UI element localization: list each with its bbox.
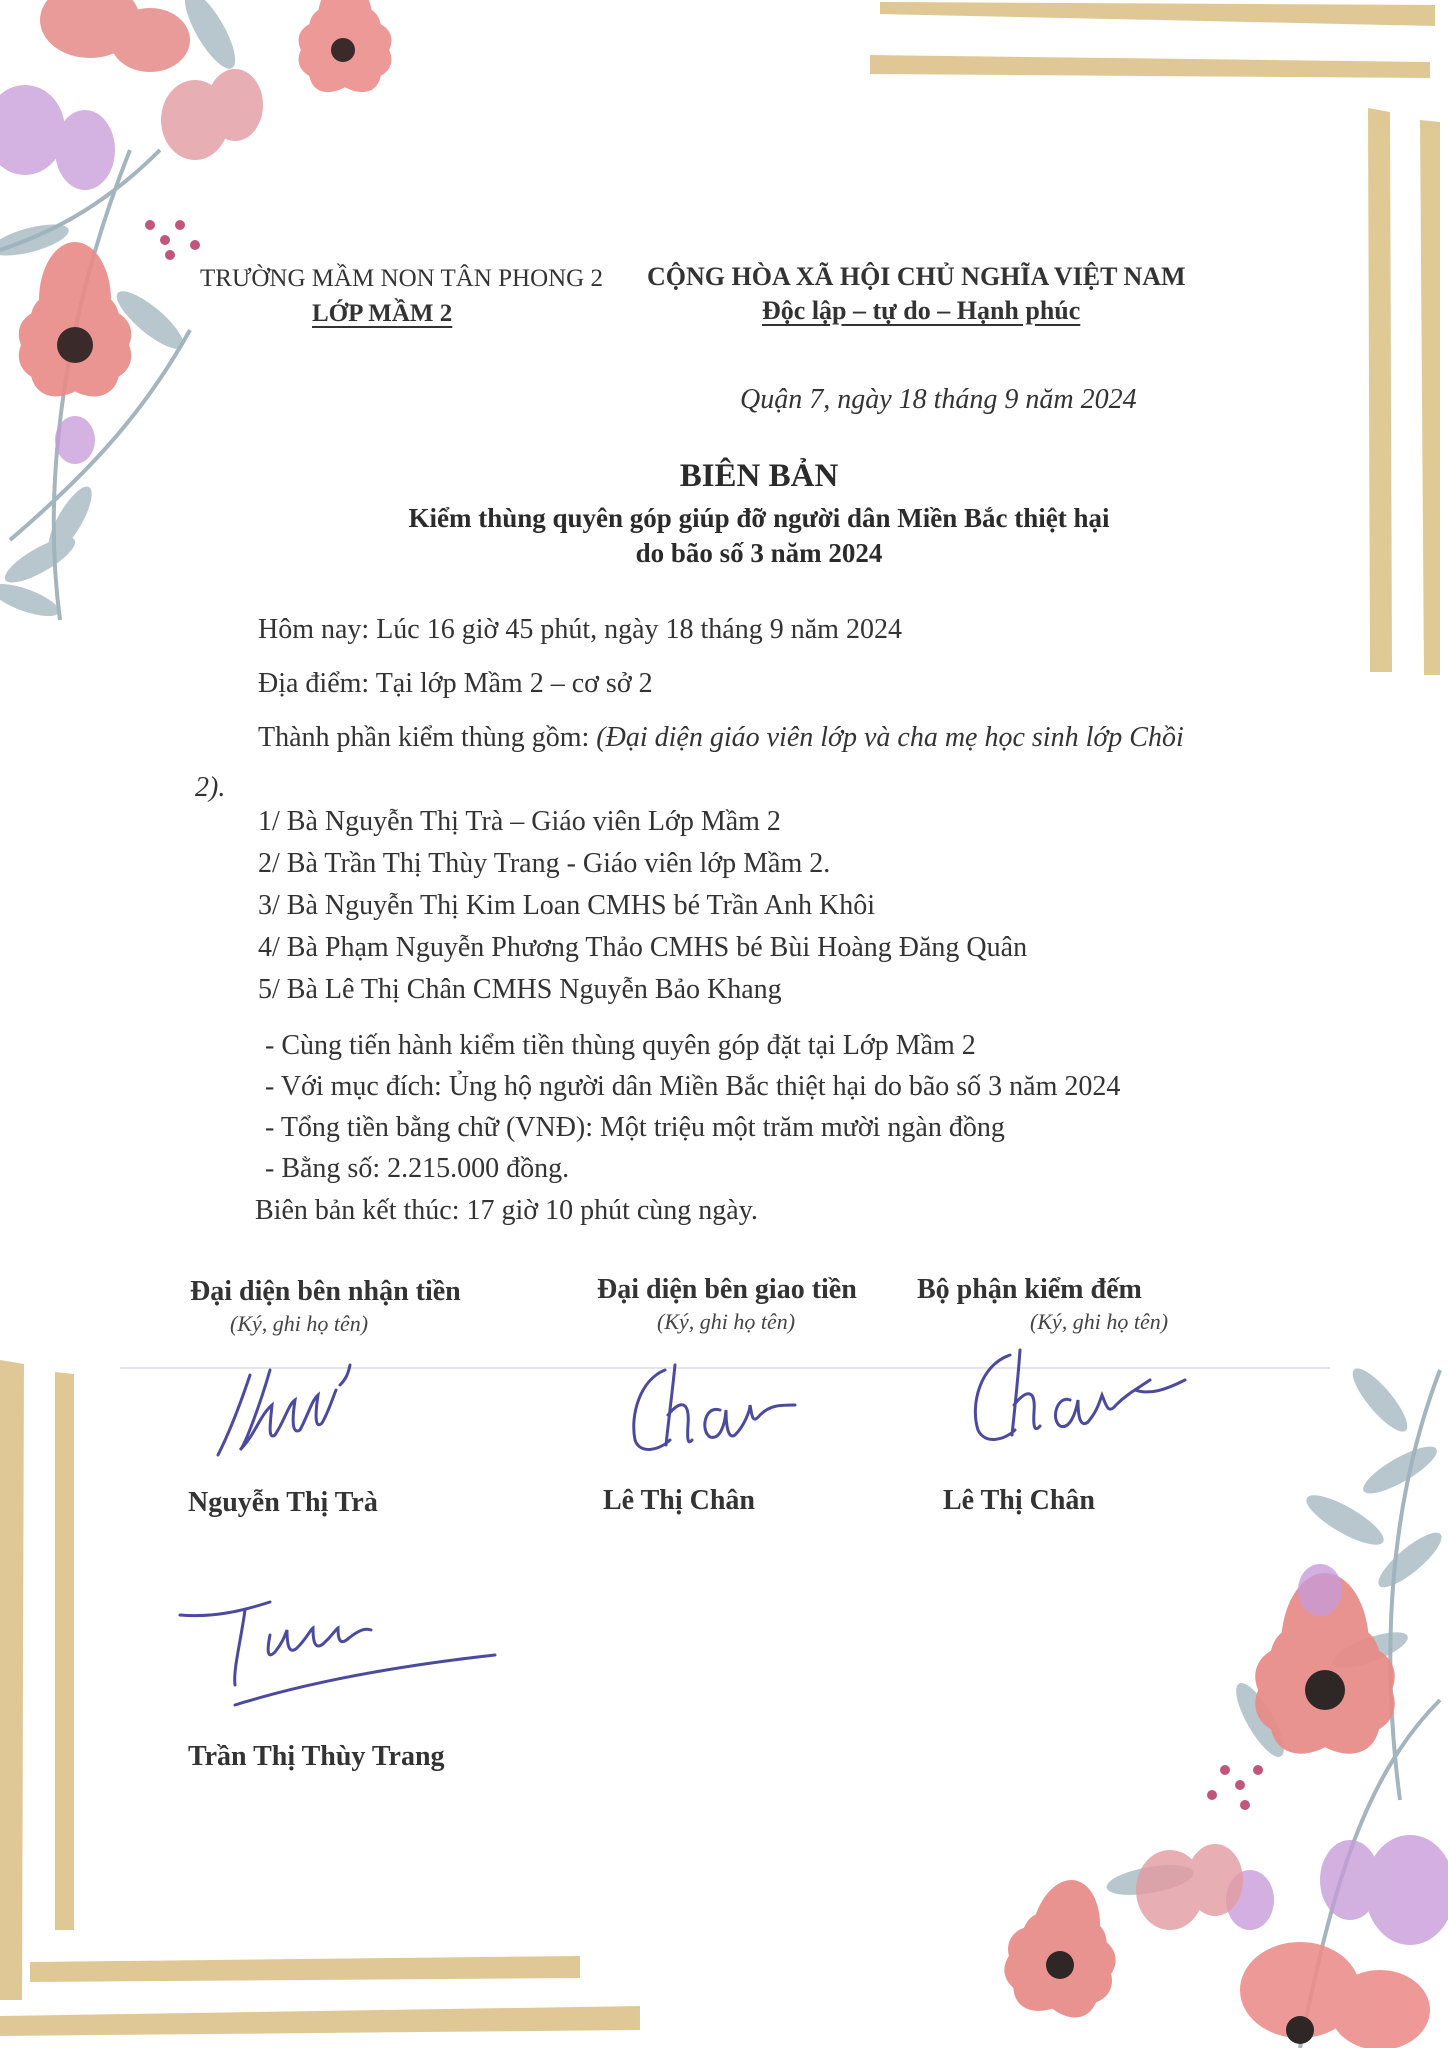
document-subtitle-line2: do bão số 3 năm 2024 [635, 538, 883, 568]
receiver-heading: Đại diện bên nhận tiền [190, 1276, 461, 1307]
detail-2: - Với mục đích: Ủng hộ người dân Miền Bắc thiệt hại do bão số 3 năm 2024 [265, 1071, 1121, 1102]
gold-border-strokes [0, 2, 1440, 2036]
member-4: 4/ Bà Phạm Nguyễn Phương Thảo CMHS bé Bùi Hoàng Đăng Quân [258, 932, 1028, 963]
school-name: TRƯỜNG MẦM NON TÂN PHONG 2 [200, 265, 603, 292]
location-line: Địa điểm: Tại lớp Mầm 2 – cơ sở 2 [258, 668, 653, 699]
receiver-name: Nguyễn Thị Trà [188, 1487, 378, 1518]
participants-intro [258, 722, 1184, 754]
document-subtitle-line1: Kiểm thùng quyên góp giúp đỡ người dân Miền Bắc thiệt hại [408, 503, 1110, 533]
member-1: 1/ Bà Nguyễn Thị Trà – Giáo viên Lớp Mầm 2 [258, 806, 781, 837]
participants-note: (Đại diện giáo viên lớp và cha mẹ học sinh lớp Chồi [596, 722, 1184, 753]
member-5: 5/ Bà Lê Thị Chân CMHS Nguyễn Bảo Khang [258, 974, 782, 1005]
counter-heading: Bộ phận kiểm đếm [917, 1274, 1142, 1305]
detail-1: - Cùng tiến hành kiểm tiền thùng quyên góp đặt tại Lớp Mầm 2 [265, 1030, 976, 1061]
participants-intro-label: Thành phần kiểm thùng gồm: [258, 722, 597, 753]
member-2: 2/ Bà Trần Thị Thùy Trang - Giáo viên lớp Mầm 2. [258, 848, 831, 879]
detail-3: - Tổng tiền bằng chữ (VNĐ): Một triệu một trăm mười ngàn đồng [265, 1112, 1005, 1143]
receiver-signature [200, 1355, 360, 1465]
bottom-right-flowers [995, 1362, 1448, 2048]
member-3: 3/ Bà Nguyễn Thị Kim Loan CMHS bé Trần Anh Khôi [258, 890, 876, 921]
counter-name: Lê Thị Chân [943, 1485, 1095, 1516]
detail-4: - Bằng số: 2.215.000 đồng. [265, 1153, 570, 1184]
class-name: LỚP MẦM 2 [312, 300, 453, 327]
date-line: Quận 7, ngày 18 tháng 9 năm 2024 [740, 384, 1137, 415]
extra-signature [175, 1580, 505, 1710]
document-title: BIÊN BẢN [679, 458, 839, 494]
extra-name: Trần Thị Thùy Trang [188, 1741, 445, 1772]
motto: Độc lập – tự do – Hạnh phúc [762, 296, 1081, 325]
participants-note-cont: 2). [195, 772, 226, 803]
counter-note: (Ký, ghi họ tên) [1030, 1309, 1169, 1334]
giver-heading: Đại diện bên giao tiền [597, 1274, 857, 1305]
end-line: Biên bản kết thúc: 17 giờ 10 phút cùng ngày. [255, 1195, 758, 1226]
giver-name: Lê Thị Chân [603, 1485, 755, 1516]
today-line: Hôm nay: Lúc 16 giờ 45 phút, ngày 18 tháng 9 năm 2024 [258, 614, 902, 645]
receiver-note: (Ký, ghi họ tên) [230, 1311, 369, 1336]
nation-title: CỘNG HÒA XÃ HỘI CHỦ NGHĨA VIỆT NAM [647, 262, 1186, 291]
giver-note: (Ký, ghi họ tên) [657, 1309, 796, 1334]
giver-signature [620, 1355, 810, 1465]
counter-signature [960, 1340, 1200, 1460]
